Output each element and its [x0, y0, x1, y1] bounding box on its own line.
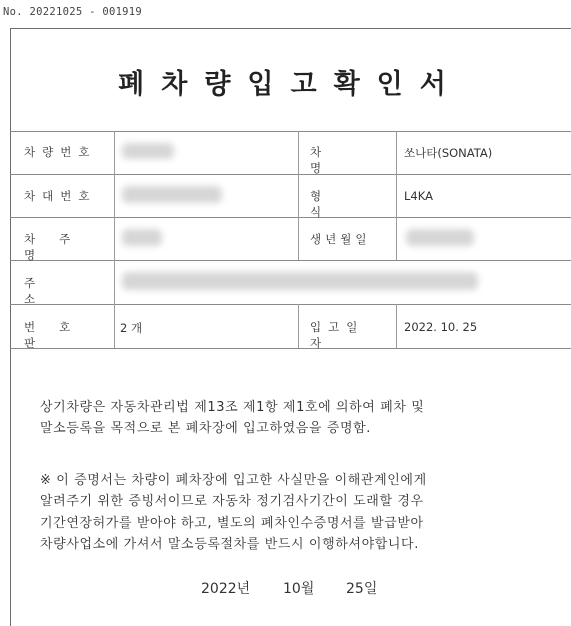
issue-year: 2022년 [201, 581, 251, 597]
value-model-type: L4KA [404, 189, 433, 203]
table-line-top [10, 131, 571, 132]
label-owner-name: 차주명 [24, 232, 95, 262]
label-birth-date: 생년월일 [310, 232, 371, 246]
notice-line-2: 알려주기 위한 증빙서이므로 자동차 정기검사기간이 도래할 경우 [40, 494, 424, 509]
issue-month: 10월 [283, 581, 315, 597]
value-entry-date: 2022. 10. 25 [404, 320, 478, 334]
issue-day: 25일 [346, 581, 378, 597]
table-col-divider-3b [396, 304, 397, 348]
redacted-birth-date [406, 229, 474, 246]
redacted-address [122, 272, 478, 290]
redacted-vin [122, 186, 222, 203]
table-col-divider-2b [298, 304, 299, 348]
label-model-type: 형식 [310, 189, 366, 219]
label-entry-date: 입고일자 [310, 320, 365, 350]
table-line-2 [10, 217, 571, 218]
value-license-plate-count: 2 개 [120, 321, 143, 335]
notice-line-3: 기간연장허가를 받아야 하고, 별도의 폐차인수증명서를 발급받아 [40, 516, 424, 531]
value-car-name: 쏘나타(SONATA) [404, 146, 493, 160]
label-plate-number: 차량번호 [24, 145, 97, 159]
certificate-title: 폐차량입고확인서 [118, 69, 463, 100]
label-license-plate: 번호판 [24, 320, 95, 350]
label-address: 주소 [24, 276, 96, 306]
label-car-name: 차명 [310, 145, 366, 175]
notice-line-4: 차량사업소에 가셔서 말소등록절차를 반드시 이행하셔야합니다. [40, 537, 419, 552]
statement-line-2: 말소등록을 목적으로 본 폐차장에 입고하였음을 증명함. [40, 421, 372, 436]
document-number: No. 20221025 - 001919 [3, 6, 143, 18]
notice-line-1: ※ 이 증명서는 차량이 폐차장에 입고한 사실만을 이해관계인에게 [40, 473, 427, 488]
table-col-divider-2 [298, 131, 299, 260]
redacted-plate-number [122, 143, 174, 159]
statement-line-1: 상기차량은 자동차관리법 제13조 제1항 제1호에 의하여 폐차 및 [40, 400, 425, 415]
redacted-owner-name [122, 229, 162, 246]
table-line-1 [10, 174, 571, 175]
table-col-divider-1 [114, 131, 115, 348]
table-col-divider-3 [396, 131, 397, 260]
label-vin: 차대번호 [24, 189, 97, 203]
